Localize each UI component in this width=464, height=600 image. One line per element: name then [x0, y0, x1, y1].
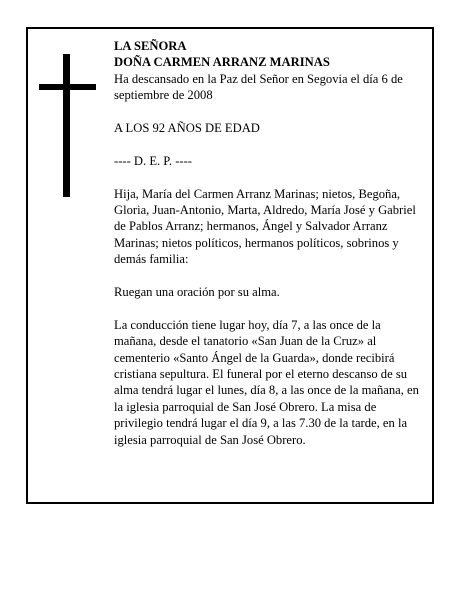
notice-title: LA SEÑORA	[114, 39, 187, 53]
age-line: A LOS 92 AÑOS DE EDAD	[114, 121, 260, 136]
rip-line: ---- D. E. P. ----	[114, 153, 192, 168]
cross-vertical-bar	[63, 54, 70, 197]
cross-horizontal-bar	[39, 84, 96, 90]
family-list: Hija, María del Carmen Arranz Marinas; nietos, Begoña, Gloria, Juan-Antonio, Marta, Aldredo, María José y Gabriel de Pablos Arranz; hermanos, Ángel y Salvador Arranz Marinas; nietos políticos, hermanos políticos, sobrinos y demás familia:	[114, 186, 416, 267]
death-statement: Ha descansado en la Paz del Señor en Segovia el día 6 de septiembre de 2008	[114, 71, 403, 103]
obituary-text	[114, 38, 422, 448]
deceased-name: DOÑA CARMEN ARRANZ MARINAS	[114, 55, 330, 70]
funeral-arrangements: La conducción tiene lugar hoy, día 7, a las once de la mañana, desde el tanatorio «San Juan de la Cruz» al cementerio «Santo Ángel de la Guarda», donde recibirá cristiana sepultura. El funeral por el eterno descanso de su alma tendrá lugar el lunes, día 8, a las once de la mañana, en la iglesia parroquial de San José Obrero. La misa de privilegio tendrá lugar el día 9, a las 7.30 de la tarde, en la iglesia parroquial de San José Obrero.	[114, 317, 419, 447]
prayer-request: Ruegan una oración por su alma.	[114, 285, 280, 300]
